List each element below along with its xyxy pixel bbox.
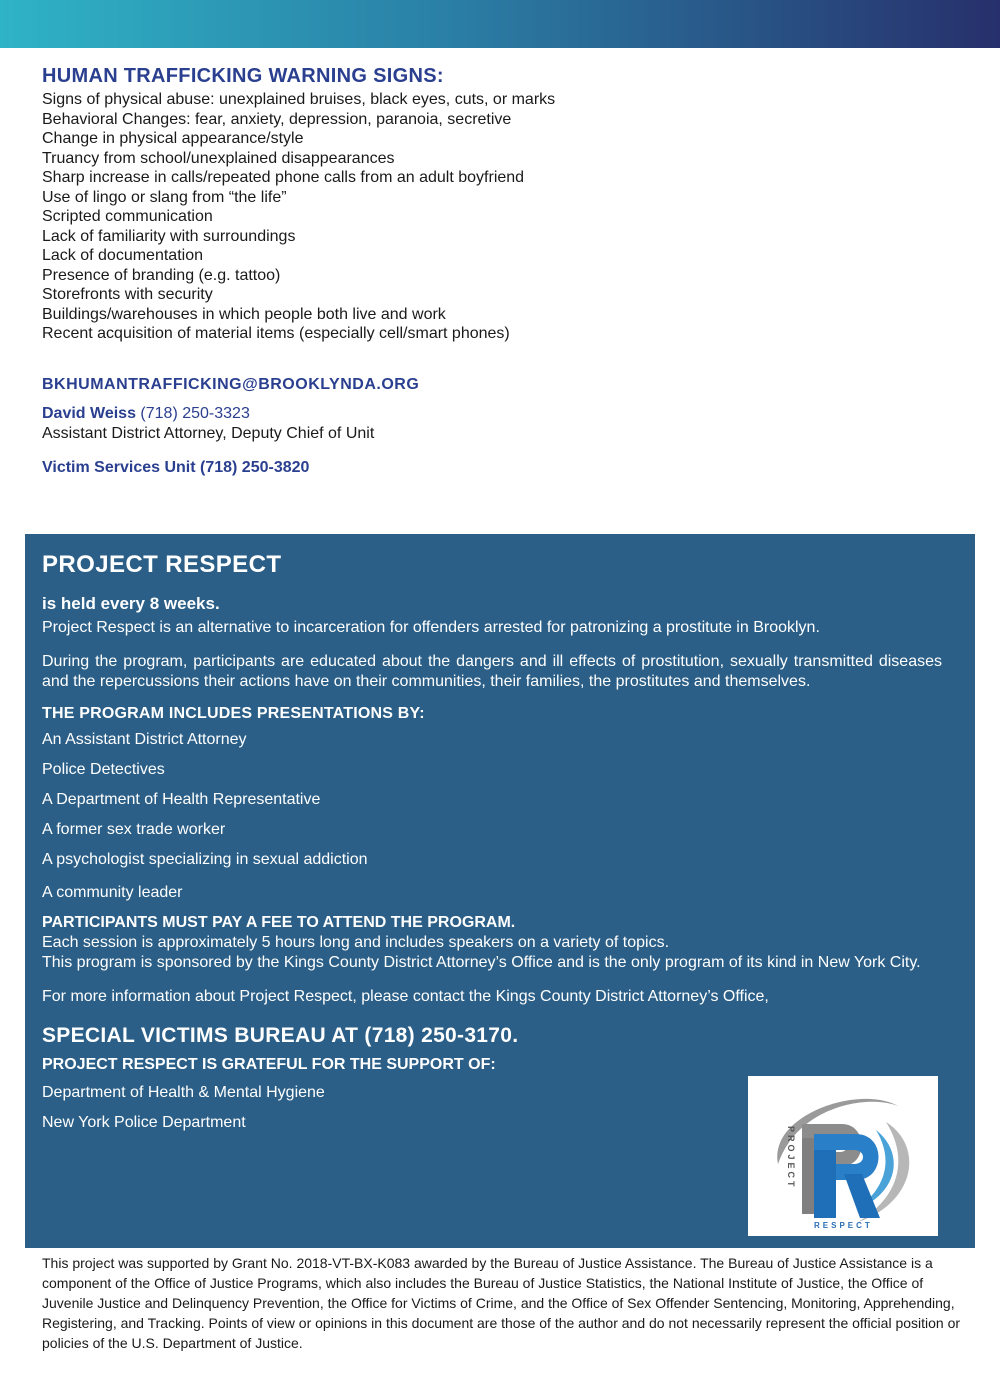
list-item: Presence of branding (e.g. tattoo) [42, 266, 281, 284]
sponsor-info: This program is sponsored by the Kings County District Attorney’s Office and is the only program of its kind in New York City. [42, 954, 921, 971]
logo-respect-word: RESPECT [814, 1221, 873, 1230]
list-item: Behavioral Changes: fear, anxiety, depression, paranoia, secretive [42, 110, 512, 128]
pr-logo-icon [748, 1076, 938, 1236]
contacts-section [42, 374, 742, 478]
project-respect-logo [748, 1076, 938, 1236]
grant-disclaimer: This project was supported by Grant No. 2018-VT-BX-K083 awarded by the Bureau of Justice Assistance. The Bureau of Justice Assistance is a component of the Office of Justice Programs, which also includes the Bureau of Justice Statistics, the National Institute of Justice, the Office of Juvenile Justice and Delinquency Prevention, the Office for Victims of Crime, and the Office of Sex Offender Sentencing, Monitoring, Apprehending, Registering, and Tracking. Points of view or opinions in this document are those of the author and do not necessarily represent the official position or policies of the U.S. Department of Justice. [42, 1255, 961, 1351]
logo-project-word: PROJECT [786, 1126, 796, 1190]
list-item: New York Police Department [42, 1114, 246, 1131]
list-item: Lack of documentation [42, 247, 203, 264]
victim-services-contact[interactable]: Victim Services Unit (718) 250-3820 [42, 459, 310, 476]
presenters-list [42, 730, 942, 913]
session-info: Each session is approximately 5 hours long and includes speakers on a variety of topics. [42, 934, 670, 951]
list-item: A Department of Health Representative [42, 791, 321, 808]
grateful-heading: PROJECT RESPECT IS GRATEFUL FOR THE SUPPORT OF: [42, 1056, 496, 1073]
contact-person-title: Assistant District Attorney, Deputy Chief of Unit [42, 425, 375, 442]
list-item: Use of lingo or slang from “the life” [42, 188, 287, 206]
list-item: Department of Health & Mental Hygiene [42, 1084, 325, 1101]
warning-signs-section [42, 64, 942, 344]
list-item: A psychologist specializing in sexual addiction [42, 851, 368, 868]
list-item: An Assistant District Attorney [42, 731, 247, 748]
project-respect-content [42, 550, 942, 1143]
list-item: Signs of physical abuse: unexplained bruises, black eyes, cuts, or marks [42, 91, 556, 108]
more-info-text: For more information about Project Respect, please contact the Kings County District Attorney’s Office, [42, 988, 769, 1005]
presentations-heading: THE PROGRAM INCLUDES PRESENTATIONS BY: [42, 705, 425, 722]
project-respect-title: PROJECT RESPECT [42, 551, 282, 578]
contact-email-link[interactable]: BKHUMANTRAFFICKING@BROOKLYNDA.ORG [42, 376, 420, 393]
contact-person-name: David Weiss [42, 405, 136, 422]
list-item: Lack of familiarity with surroundings [42, 227, 296, 245]
list-item: A former sex trade worker [42, 821, 226, 838]
list-item: Change in physical appearance/style [42, 130, 304, 147]
list-item: Sharp increase in calls/repeated phone calls from an adult boyfriend [42, 169, 525, 186]
list-item: A community leader [42, 884, 183, 901]
fee-heading: PARTICIPANTS MUST PAY A FEE TO ATTEND THE PROGRAM. [42, 914, 516, 931]
project-respect-intro: Project Respect is an alternative to incarceration for offenders arrested for patronizing a prostitute in Brooklyn. [42, 619, 820, 636]
special-victims-bureau-contact[interactable]: SPECIAL VICTIMS BUREAU AT (718) 250-3170. [42, 1024, 519, 1047]
list-item: Buildings/warehouses in which people both live and work [42, 305, 446, 323]
list-item: Police Detectives [42, 761, 165, 778]
warning-signs-title: HUMAN TRAFFICKING WARNING SIGNS: [42, 65, 444, 87]
header-gradient-band [0, 0, 1000, 48]
list-item: Scripted communication [42, 208, 213, 225]
warning-signs-list [42, 90, 942, 344]
list-item: Storefronts with security [42, 286, 213, 303]
contact-person [42, 404, 742, 424]
contact-person-phone[interactable]: (718) 250-3323 [140, 405, 250, 422]
project-respect-description: During the program, participants are educated about the dangers and ill effects of prostitution, sexually transmitted diseases and the repercussions their actions have on their communities, their families, the prostitutes and themselves. [42, 653, 942, 690]
project-respect-panel [25, 534, 975, 1248]
project-respect-frequency: is held every 8 weeks. [42, 594, 220, 613]
list-item: Recent acquisition of material items (especially cell/smart phones) [42, 325, 510, 342]
list-item: Truancy from school/unexplained disappearances [42, 149, 395, 167]
